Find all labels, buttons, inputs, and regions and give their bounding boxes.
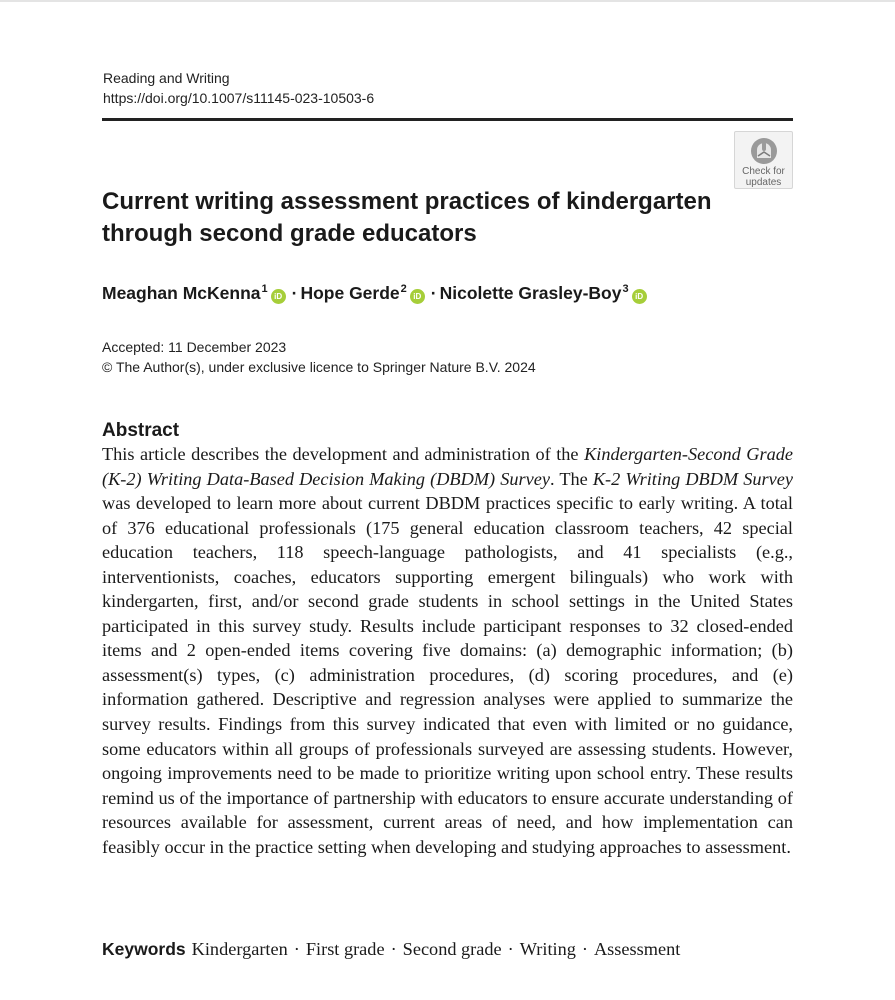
abstract-heading: Abstract (102, 420, 180, 441)
keyword[interactable]: Second grade (402, 939, 502, 959)
abstract-text: was developed to learn more about current DBDM practices specific to early writing. A total of 376 educational professionals (175 general education classroom teachers, 42 special education teachers, 118 speech-language pathologists, and 41 specialists (e.g., interventionists, coaches, educators supporting emergent bilinguals) who work with kindergarten, first, and/or second grade students in school settings in the United States participated in this survey study. Results include participant responses to 32 closed-ended items and 2 open-ended items covering five domains: (a) demographic information; (b) assessment(s) types, (c) administration procedures, (d) scoring procedures, and (e) information gathered. Descriptive and regression analyses were applied to summarize the survey results. Findings from this survey indicated that even with limited or no guidance, some educators within all groups of professionals surveyed are assessing students. However, ongoing improvements need to be made to prioritize writing upon school entry. These results remind us of the importance of partnership with educators to ensure accurate understanding of resources available for assessment, current areas of need, and how implementation can feasibly occur in the practice setting when developing and studying approaches to assessment. (102, 493, 793, 857)
author-affiliation: 3 (622, 283, 629, 295)
check-for-updates-badge[interactable] (734, 131, 793, 189)
article-meta (102, 337, 536, 377)
author-name[interactable]: Hope Gerde (300, 283, 400, 303)
abstract-body (102, 442, 793, 859)
author-name[interactable]: Nicolette Grasley-Boy (439, 283, 622, 303)
keyword[interactable]: Assessment (593, 939, 681, 959)
header-rule (102, 118, 793, 121)
keyword[interactable]: Kindergarten (191, 939, 288, 959)
keyword-separator: · (507, 939, 514, 959)
keyword[interactable]: Writing (519, 939, 576, 959)
doi-link[interactable]: https://doi.org/10.1007/s11145-023-10503-6 (103, 90, 375, 106)
badge-label-line2: updates (745, 177, 782, 188)
top-border (0, 0, 895, 2)
author-affiliation: 1 (261, 283, 268, 295)
abstract-text: This article describes the development and administration of the (102, 444, 585, 464)
check-for-updates-icon (748, 136, 780, 166)
keyword[interactable]: First grade (305, 939, 385, 959)
keywords-label: Keywords (102, 939, 186, 959)
badge-label-line1: Check for (742, 166, 785, 177)
orcid-icon[interactable]: iD (410, 289, 425, 304)
article-title: Current writing assessment practices of kindergarten through second grade educators (102, 188, 712, 247)
author-name[interactable]: Meaghan McKenna (102, 283, 261, 303)
accepted-date: Accepted: 11 December 2023 (102, 339, 287, 355)
abstract-text: . The (549, 468, 593, 489)
journal-header (103, 68, 374, 108)
keywords-line (102, 936, 680, 962)
keyword-separator: · (293, 939, 300, 959)
author-affiliation: 2 (400, 283, 407, 295)
author-separator: · (291, 283, 298, 303)
journal-name: Reading and Writing (103, 70, 230, 86)
abstract-survey-short-name: K-2 Writing DBDM Survey (592, 468, 793, 489)
author-separator: · (430, 283, 437, 303)
abstract-survey-name: Kindergarten-Second Grade (K-2) Writing Data-Based Decision Making (DBDM) Survey (102, 444, 793, 489)
orcid-icon[interactable]: iD (271, 289, 286, 304)
author-list (102, 281, 651, 305)
keyword-separator: · (390, 939, 397, 959)
orcid-icon[interactable]: iD (632, 289, 647, 304)
keyword-separator: · (581, 939, 588, 959)
copyright-notice: © The Author(s), under exclusive licence to Springer Nature B.V. 2024 (102, 359, 536, 375)
